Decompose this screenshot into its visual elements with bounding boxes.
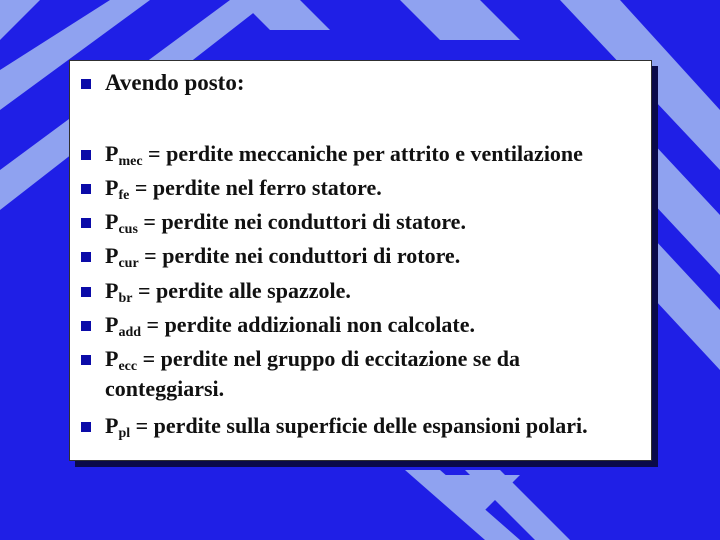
list-item: $P_{fe}$ = perdite nel ferro statore. (105, 175, 382, 203)
bullet-icon (81, 287, 91, 297)
bullet-icon (81, 184, 91, 194)
list-item: $P_{mec}$ = perdite meccaniche per attrito e ventilazione (105, 141, 583, 169)
bullet-icon (81, 422, 91, 432)
bullet-icon (81, 218, 91, 228)
list-item: $P_{br}$ = perdite alle spazzole. (105, 278, 351, 306)
list-item: $P_{cus}$ = perdite nei conduttori di statore. (105, 209, 466, 237)
bullet-icon (81, 252, 91, 262)
list-item-continuation: conteggiarsi. (105, 376, 225, 401)
bullet-icon (81, 321, 91, 331)
list-item: $P_{cur}$ = perdite nei conduttori di rotore. (105, 243, 461, 271)
list-item: $P_{pl}$ = perdite sulla superficie delle espansioni polari. (105, 413, 588, 441)
bullet-icon (81, 79, 91, 89)
bullet-icon (81, 355, 91, 365)
list-item: $P_{ecc}$ = perdite nel gruppo di eccitazione se da (105, 346, 520, 374)
bullet-icon (81, 150, 91, 160)
list-item: $P_{add}$ = perdite addizionali non calcolate. (105, 312, 476, 340)
slide-heading: Avendo posto: (105, 70, 245, 95)
